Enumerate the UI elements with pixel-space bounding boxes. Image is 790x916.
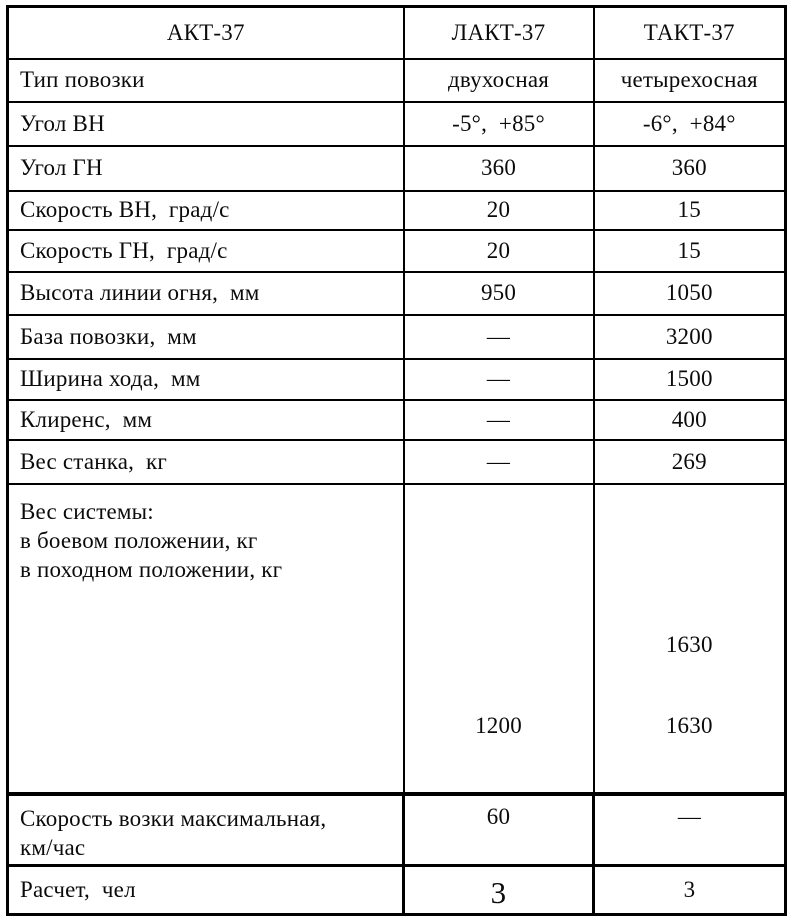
value-takt37: 3 [594,866,786,915]
col-header-takt37: ТАКТ-37 [594,7,786,59]
speed-label-line2: км/час [20,834,86,860]
table-row [8,359,786,400]
value-takt37: 1050 [594,272,786,315]
table-row [8,272,786,315]
table-row [8,315,786,359]
value-takt37: 15 [594,230,786,272]
row-label: Скорость ВН, град/с [8,191,404,230]
table-row [8,191,786,230]
value-lakt37: — [404,400,594,440]
value-lakt37: 360 [404,146,594,191]
row-label: Угол ГН [8,146,404,191]
table-row-system-weight [8,484,786,794]
value-takt37: -6°, +84° [594,102,786,146]
value-takt37: 360 [594,146,786,191]
table-row [8,102,786,146]
spec-table-container [6,5,784,910]
table-row-crew [8,866,786,915]
value-lakt37: двухосная [404,59,594,102]
speed-label-line1: Скорость возки максимальная, [20,805,327,831]
row-label [8,484,404,794]
value-lakt37: — [404,315,594,359]
weight-label-line2: в боевом положении, кг [20,527,258,553]
row-label: Скорость ГН, град/с [8,230,404,272]
value-lakt37: — [404,440,594,484]
value-takt37: 15 [594,191,786,230]
value-lakt37: 1200 [404,484,594,794]
value-takt37: 1500 [594,359,786,400]
header-row [8,7,786,59]
row-label: Клиренс, мм [8,400,404,440]
row-label [8,794,404,866]
value-lakt37 [404,866,594,915]
row-label: Расчет, чел [8,866,404,915]
table-row [8,146,786,191]
table-row [8,230,786,272]
row-label: Угол ВН [8,102,404,146]
row-label: Высота линии огня, мм [8,272,404,315]
row-label: База повозки, мм [8,315,404,359]
value-lakt37: -5°, +85° [404,102,594,146]
crew-count-lakt: 3 [490,875,507,910]
table-row [8,59,786,102]
weight-label-line3: в походном положении, кг [20,556,283,582]
value-takt37: 400 [594,400,786,440]
value-takt37: — [594,794,786,866]
value-lakt37: 20 [404,191,594,230]
col-header-akt37: АКТ-37 [8,7,404,59]
value-lakt37: — [404,359,594,400]
value-lakt37: 20 [404,230,594,272]
table-row-max-speed [8,794,786,866]
value-takt37: 1630 1630 [594,484,786,794]
value-takt37: 3200 [594,315,786,359]
table-row [8,400,786,440]
value-takt37: 269 [594,440,786,484]
value-takt37: четырехосная [594,59,786,102]
weight-label-line1: Вес системы: [20,498,154,524]
table-row [8,440,786,484]
row-label: Вес станка, кг [8,440,404,484]
spec-table [6,5,787,916]
col-header-lakt37: ЛАКТ-37 [404,7,594,59]
value-lakt37: 60 [404,794,594,866]
row-label: Ширина хода, мм [8,359,404,400]
value-lakt37: 950 [404,272,594,315]
row-label: Тип повозки [8,59,404,102]
